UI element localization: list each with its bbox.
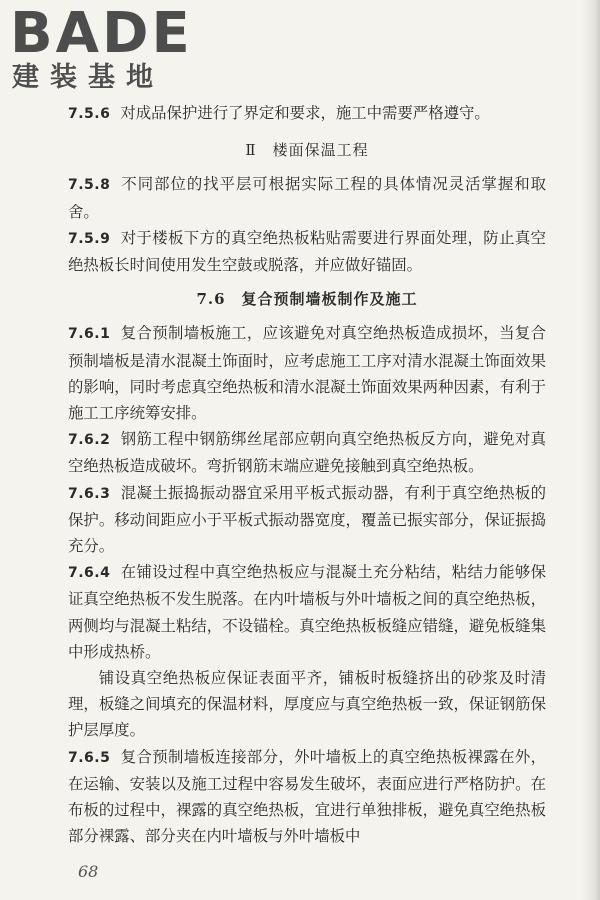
clause-number: 7.5.9 — [68, 230, 111, 247]
clause-7-5-6 — [68, 100, 546, 127]
clause-number: 7.6.3 — [68, 485, 111, 502]
document-body — [68, 100, 546, 849]
clause-text: 对于楼板下方的真空绝热板粘贴需要进行界面处理，防止真空绝热板长时间使用发生空鼓或脱落，并应做好锚固。 — [68, 228, 546, 275]
clause-number: 7.5.6 — [68, 106, 111, 122]
logo-word: BADE — [10, 1, 193, 66]
clause-7-5-9 — [68, 225, 546, 278]
clause-number: 7.6.2 — [68, 432, 111, 449]
clause-text: 钢筋工程中钢筋绑丝尾部应朝向真空绝热板反方向，避免对真空绝热板造成破坏。弯折钢筋末端应避免接触到真空绝热板。 — [68, 430, 546, 476]
clause-text: 对成品保护进行了界定和要求，施工中需要严格遵守。 — [120, 104, 490, 122]
clause-7-6-1 — [68, 320, 546, 426]
page-edge — [582, 0, 600, 900]
logo — [8, 1, 193, 94]
clause-number: 7.6.1 — [68, 326, 111, 343]
section-heading: 7.6 复合预制墙板制作及施工 — [196, 290, 418, 309]
page-number: 68 — [78, 862, 99, 881]
clause-7-6-4 — [68, 559, 546, 665]
clause-7-6-5 — [68, 744, 546, 850]
subsection-heading: Ⅱ 楼面保温工程 — [245, 141, 369, 160]
clause-7-6-4-continued: 铺设真空绝热板应保证表面平齐，铺板时板缝挤出的砂浆及时清理，板缝之间填充的保温材料，厚度应与真空绝热板一致，保证钢筋保护层厚度。 — [68, 669, 546, 740]
clause-text: 在铺设过程中真空绝热板应与混凝土充分粘结，粘结力能够保证真空绝热板不发生脱落。在内叶墙板与外叶墙板之间的真空绝热板，两侧均与混凝土粘结，不设锚栓。真空绝热板板缝应错缝，避免板缝集中形成热桥。 — [68, 563, 546, 661]
clause-7-6-2 — [68, 426, 546, 479]
clause-7-5-8 — [68, 171, 546, 224]
clause-number: 7.6.5 — [68, 749, 111, 766]
clause-7-6-3 — [68, 480, 546, 560]
logo-subtitle: 建装基地 — [12, 62, 164, 93]
clause-text: 混凝土振捣振动器宜采用平板式振动器，有利于真空绝热板的保护。移动间距应小于平板式振动器宽度，覆盖已振实部分，保证振捣充分。 — [68, 483, 546, 556]
clause-text: 复合预制墙板施工，应该避免对真空绝热板造成损坏，当复合预制墙板是清水混凝土饰面时，应考虑施工工序对清水混凝土饰面效果的影响，同时考虑真空绝热板和清水混凝土饰面效果两种因素，有利于施工工序统筹安排。 — [68, 324, 546, 423]
clause-text: 不同部位的找平层可根据实际工程的具体情况灵活掌握和取舍。 — [68, 175, 546, 221]
clause-number: 7.5.8 — [68, 177, 111, 194]
clause-number: 7.6.4 — [68, 565, 111, 582]
clause-text: 复合预制墙板连接部分，外叶墙板上的真空绝热板裸露在外，在运输、安装以及施工过程中容易发生破坏，表面应进行严格防护。在布板的过程中，裸露的真空绝热板，宜进行单独排板，避免真空绝热板部分裸露、部分夹在内叶墙板与外叶墙板中 — [68, 747, 546, 846]
